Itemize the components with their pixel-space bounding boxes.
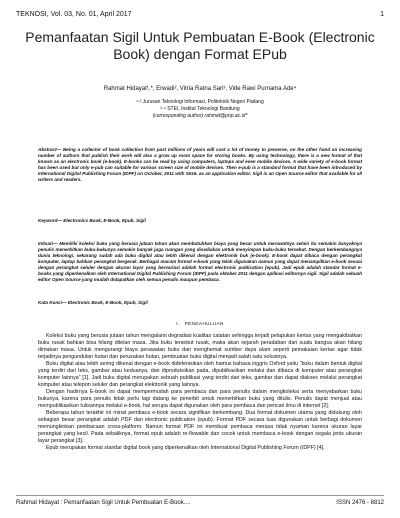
abstract-label: Abstract bbox=[38, 147, 57, 152]
kata-kunci bbox=[38, 300, 362, 306]
body-text bbox=[38, 333, 362, 452]
footer-issn: ISSN 2476 - 8812 bbox=[336, 500, 384, 506]
page-number: 1 bbox=[380, 11, 384, 18]
footer-running-title: Rahmat Hidayat : Pemanfaatan Sigil Untuk Pembuatan E-Book.... bbox=[16, 500, 191, 506]
section-title: PENDAHULUAN bbox=[184, 321, 224, 326]
abstract-text: — Being a collector of book collection from past millions of years will cost a lot of money to preserve, on the other hand an increasing number of authors that publish their work will also a grow up room space for storing books. By using technology, there is a new format of that known as an electronic book (e-book). E-books can be read by using computers, laptops and even mobile devices. A wide variety of e-book format has been used but only e-pub can suitable for various screen size of mobile devices. Then e-pub is a standard format that have been introduced by International Digital Publishing Forum (IDPF) on October, 2011 with SIGIL as an application editor. Sigil is an Open Source editor that available for all writers and readers. bbox=[38, 147, 362, 182]
affiliation-2: ³·⁴ STEI, Institut Teknologi Bandung bbox=[160, 105, 240, 112]
paragraph: Buku digital atau lebih sering dikenal dengan e-book didefenisikan oleh hamus bahasa inggris Oxford yaitu “buku dalam bentuk digital yang terdiri dari teks, gambar atau keduanya, dan diproduksikan pada, dipublikasikan melalui dan dibaca di komputer atau perangkat komputer lainnya” [1]. Jadi buku digital merupakan sebuah publikasi yang terdiri dari teks, gambar dan dapat diakses melalui perangkat komputer atau telepon seluler dan perangkat elektronik yang lainnya. bbox=[38, 361, 362, 388]
footer-divider bbox=[16, 495, 384, 496]
intisari bbox=[38, 241, 362, 283]
keyword-label: Keyword bbox=[38, 218, 58, 223]
intisari-label: Intisari bbox=[38, 241, 54, 246]
kata-kunci-text: — Electronic Book, E-Book, Epub, Sigil bbox=[62, 300, 148, 305]
kata-kunci-label: Kata Kunci bbox=[38, 300, 62, 305]
paragraph: Koleksi buku yang berusia jutaan tahun mengalami degradasi kualitas catatan sehingga terjadi pelapukan kertas yang mengakibatkan buku rusak bahkan bisa hilang ditelan masa. Jika buku tersebut rusak, maka akan sejarah peradaban dari suatu bangsa akan hilang dimakan masa. Untuk mengurangi biaya perawatan buku dan menghemat sumber daya alam seperti pemakaian kertas agar tidak terjadinya pengundulan hutan dan perusakan hutan, pembuatan buku digital menjadi salah satu solusinya. bbox=[38, 333, 362, 360]
paper-title: Pemanfaatan Sigil Untuk Pembuatan E-Book (Electronic Book) dengan Format EPub bbox=[25, 29, 375, 62]
abstract bbox=[38, 147, 362, 183]
paragraph: Epub merupakan format standar digital book yang diperkenalkan oleh International Digital Publishing Forum (IDPF) [4]. bbox=[46, 445, 325, 451]
keywords bbox=[38, 218, 362, 224]
affiliations bbox=[20, 99, 380, 119]
paragraph: Dengan hadirnya E-book ini dapat mempermudah para pembaca dan para penulis dalam mengkoleksi serta menyebarkan buku bukunya, karena para penulis tidak perlu lagi datang ke penerbit untuk menerbitkan buku yang ditulis. Penulis dapat menjual atau mempublikasikan tulisannya melalui e-book, hal serupa dapat digunakan oleh para pembaca dan pencari ilmu di internet [2]. bbox=[38, 389, 362, 409]
corresponding-author: (corresponding author) rahmat@pnp.ac.id* bbox=[152, 112, 248, 119]
section-heading bbox=[38, 321, 362, 326]
keyword-text: — Electronics Book, E-Book, Epub, Sigil bbox=[57, 218, 146, 223]
page-header bbox=[16, 11, 384, 23]
author-list: Rahmat Hidayat¹,*, Erwadi², Vitria Ratna Sari³, Vide Rawi Purnama Ade⁴ bbox=[103, 86, 297, 92]
intisari-text: — Memiliki koleksi buku yang berusia jutaan tahun akan membutuhkan biaya yang besar untuk merawatnya selain itu semakin banyaknya penulis menerbitkan buku-bukunya semakin banyak juga ruangan yang disediakan untuk menyimpan buku-buku tersebut. Dengan berkembangnya dunia teknologi, sekarang sudah ada buku digital atau lebih dikenal dengan elektronik buk (e-book). E-book dapat dibaca dengan perangkat komputer, laptop bahkan perangkat bergerak. Berbagai macam format e-book yang telah digunakan namun yang dapat menampilkan e-book sesuai dengan perangkat seluler dengan ukuran layar yang bervariasi adalah format electronic publication (epub). Jadi epub adalah standar format e-books yang diperkenalkan oleh International Digital Publishing Forum (IDPF) pada oktober 2011 dengan aplikasi editornya sigil. Sigil adalah sebuah editor Open Source yang mudah didapatkan oleh semua penulis maupun pembaca. bbox=[38, 241, 362, 282]
section-number: I. bbox=[176, 321, 180, 326]
affiliation-1: ¹·² Jurusan Teknologi Informasi, Politeknik Negeri Padang bbox=[136, 99, 264, 105]
paragraph: Beberapa tahun terakhir ini minat pembaca e-book secara signifikan berkembang. Dua format dokumen utama yang didukung oleh sebagian besar perangkat adalah PDF dan electronic publication (epub). Format PDF secara luas digunakan untuk berbagi dokumen memungkinkan pembacaan cross-platform. Namun format PDF ini membuat pembaca merasa tidak nyaman karena ukuran layar perangkat yang kecil. Pada sebaliknya, format epub adalah re-flowable dan cocok untuk membaca e-book dengan segala jenis ukuran layar perangkat [3]. bbox=[38, 410, 362, 444]
journal-name: TEKNOSI, Vol. 03, No. 01, April 2017 bbox=[16, 11, 132, 18]
